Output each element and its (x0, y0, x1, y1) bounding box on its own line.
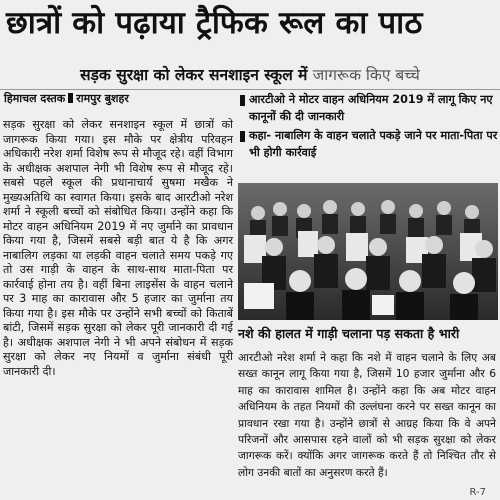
subheadline (0, 64, 500, 86)
byline-source: हिमाचल दस्तक (4, 92, 66, 105)
subheadline-bold: सड़क सुरक्षा को लेकर सनशाइन स्कूल में (80, 66, 308, 84)
bullet-text: कहा- नाबालिग के वाहन चलाते पकड़े जाने पर माता-पिता पर भी होगी कार्रवाई (249, 129, 498, 159)
subheadline-light: जागरूक किए बच्चे (312, 66, 420, 84)
highlight-bullets (240, 92, 498, 164)
classroom-photo (238, 183, 498, 320)
byline-separator (68, 93, 73, 103)
paragraph: आरटीओ नरेश शर्मा ने कहा कि नशे में वाहन चलाने के लिए अब सख्त कानून लागू किया गया है, जिसमें 10 हजार जुर्माना और 6 माह का कारावास शामिल है। उन्होंने कहा कि अब मोटर वाहन अधिनियम के तहत नियमों की उल्लंघना करने पर सख्त कानून का प्रावधान रखा गया है। उन्होंने छात्रों से आग्रह किया कि वे अपने परिजनों और आसपास रहने वालों को भी सड़क सुरक्षा को लेकर जागरूक करें। क्योंकि अगर जागरूक करते हैं तो निश्चित तौर से लोग उनकी बातों का अनुसरण करते हैं। (238, 351, 496, 479)
byline (4, 92, 129, 106)
page-number: R-7 (469, 487, 486, 498)
subheading-right: नशे की हालत में गाड़ी चलाना पड़ सकता है भारी (238, 326, 460, 341)
students-photo-illustration (238, 183, 498, 320)
divider (0, 89, 500, 90)
article-body-left (3, 118, 233, 379)
bullet-text: आरटीओ ने मोटर वाहन अधिनियम 2019 में लागू किए नए कानूनों की दी जानकारी (249, 93, 493, 123)
bullet-marker (240, 131, 245, 142)
paragraph: सड़क सुरक्षा को लेकर सनशाइन स्कूल में छात्रों को जागरूक किया गया। इस मौके पर क्षेत्रीय परिवहन अधिकारी नरेश शर्मा विशेष रूप से मौजूद रहे। वहीं विभाग के अधीक्षक अशपाल नेगी भी विशेष रूप से मौजूद रहे। सबसे पहले स्कूल की प्रधानाचार्य सुषमा मखैक ने मुख्यअतिथि का स्वागत किया। इसके बाद आरटीओ नरेश शर्मा ने स्कूली बच्चों को संबोधित किया। उन्होंने कहा कि मोटर वाहन अधिनियम 2019 में नए जुर्माने का प्रावधान किया गया है, जिसमें सबसे बड़ी बात ये है कि अगर नाबालिग लड़का या लड़की वाहन चलाते समय पकड़े गए तो उस गाड़ी के वाहन के साथ-साथ माता-पिता पर कार्रवाई होना तय है। वहीं बिना लाइसेंस के वाहन चलाने पर 3 माह का कारावास और 5 हजार का जुर्माना तय किया गया है। इस मौके पर उन्होंने सभी बच्चों को किताबें बांटी, जिसमें सड़क सुरक्षा को लेकर पूरी जानकारी दी गई है। अधीक्षक अशपाल नेगी ने भी अपने संबोधन में सड़क सुरक्षा को लेकर नए नियमों व जुर्माना संबंधी पूरी जानकारी दी। (3, 118, 233, 378)
bullet-marker (240, 95, 245, 106)
bullet-item (240, 92, 498, 125)
bullet-item (240, 128, 498, 161)
article-body-right (238, 350, 496, 481)
byline-place: रामपुर बुशहर (76, 92, 129, 105)
headline: छात्रों को पढ़ाया ट्रैफिक रूल का पाठ (6, 5, 423, 41)
